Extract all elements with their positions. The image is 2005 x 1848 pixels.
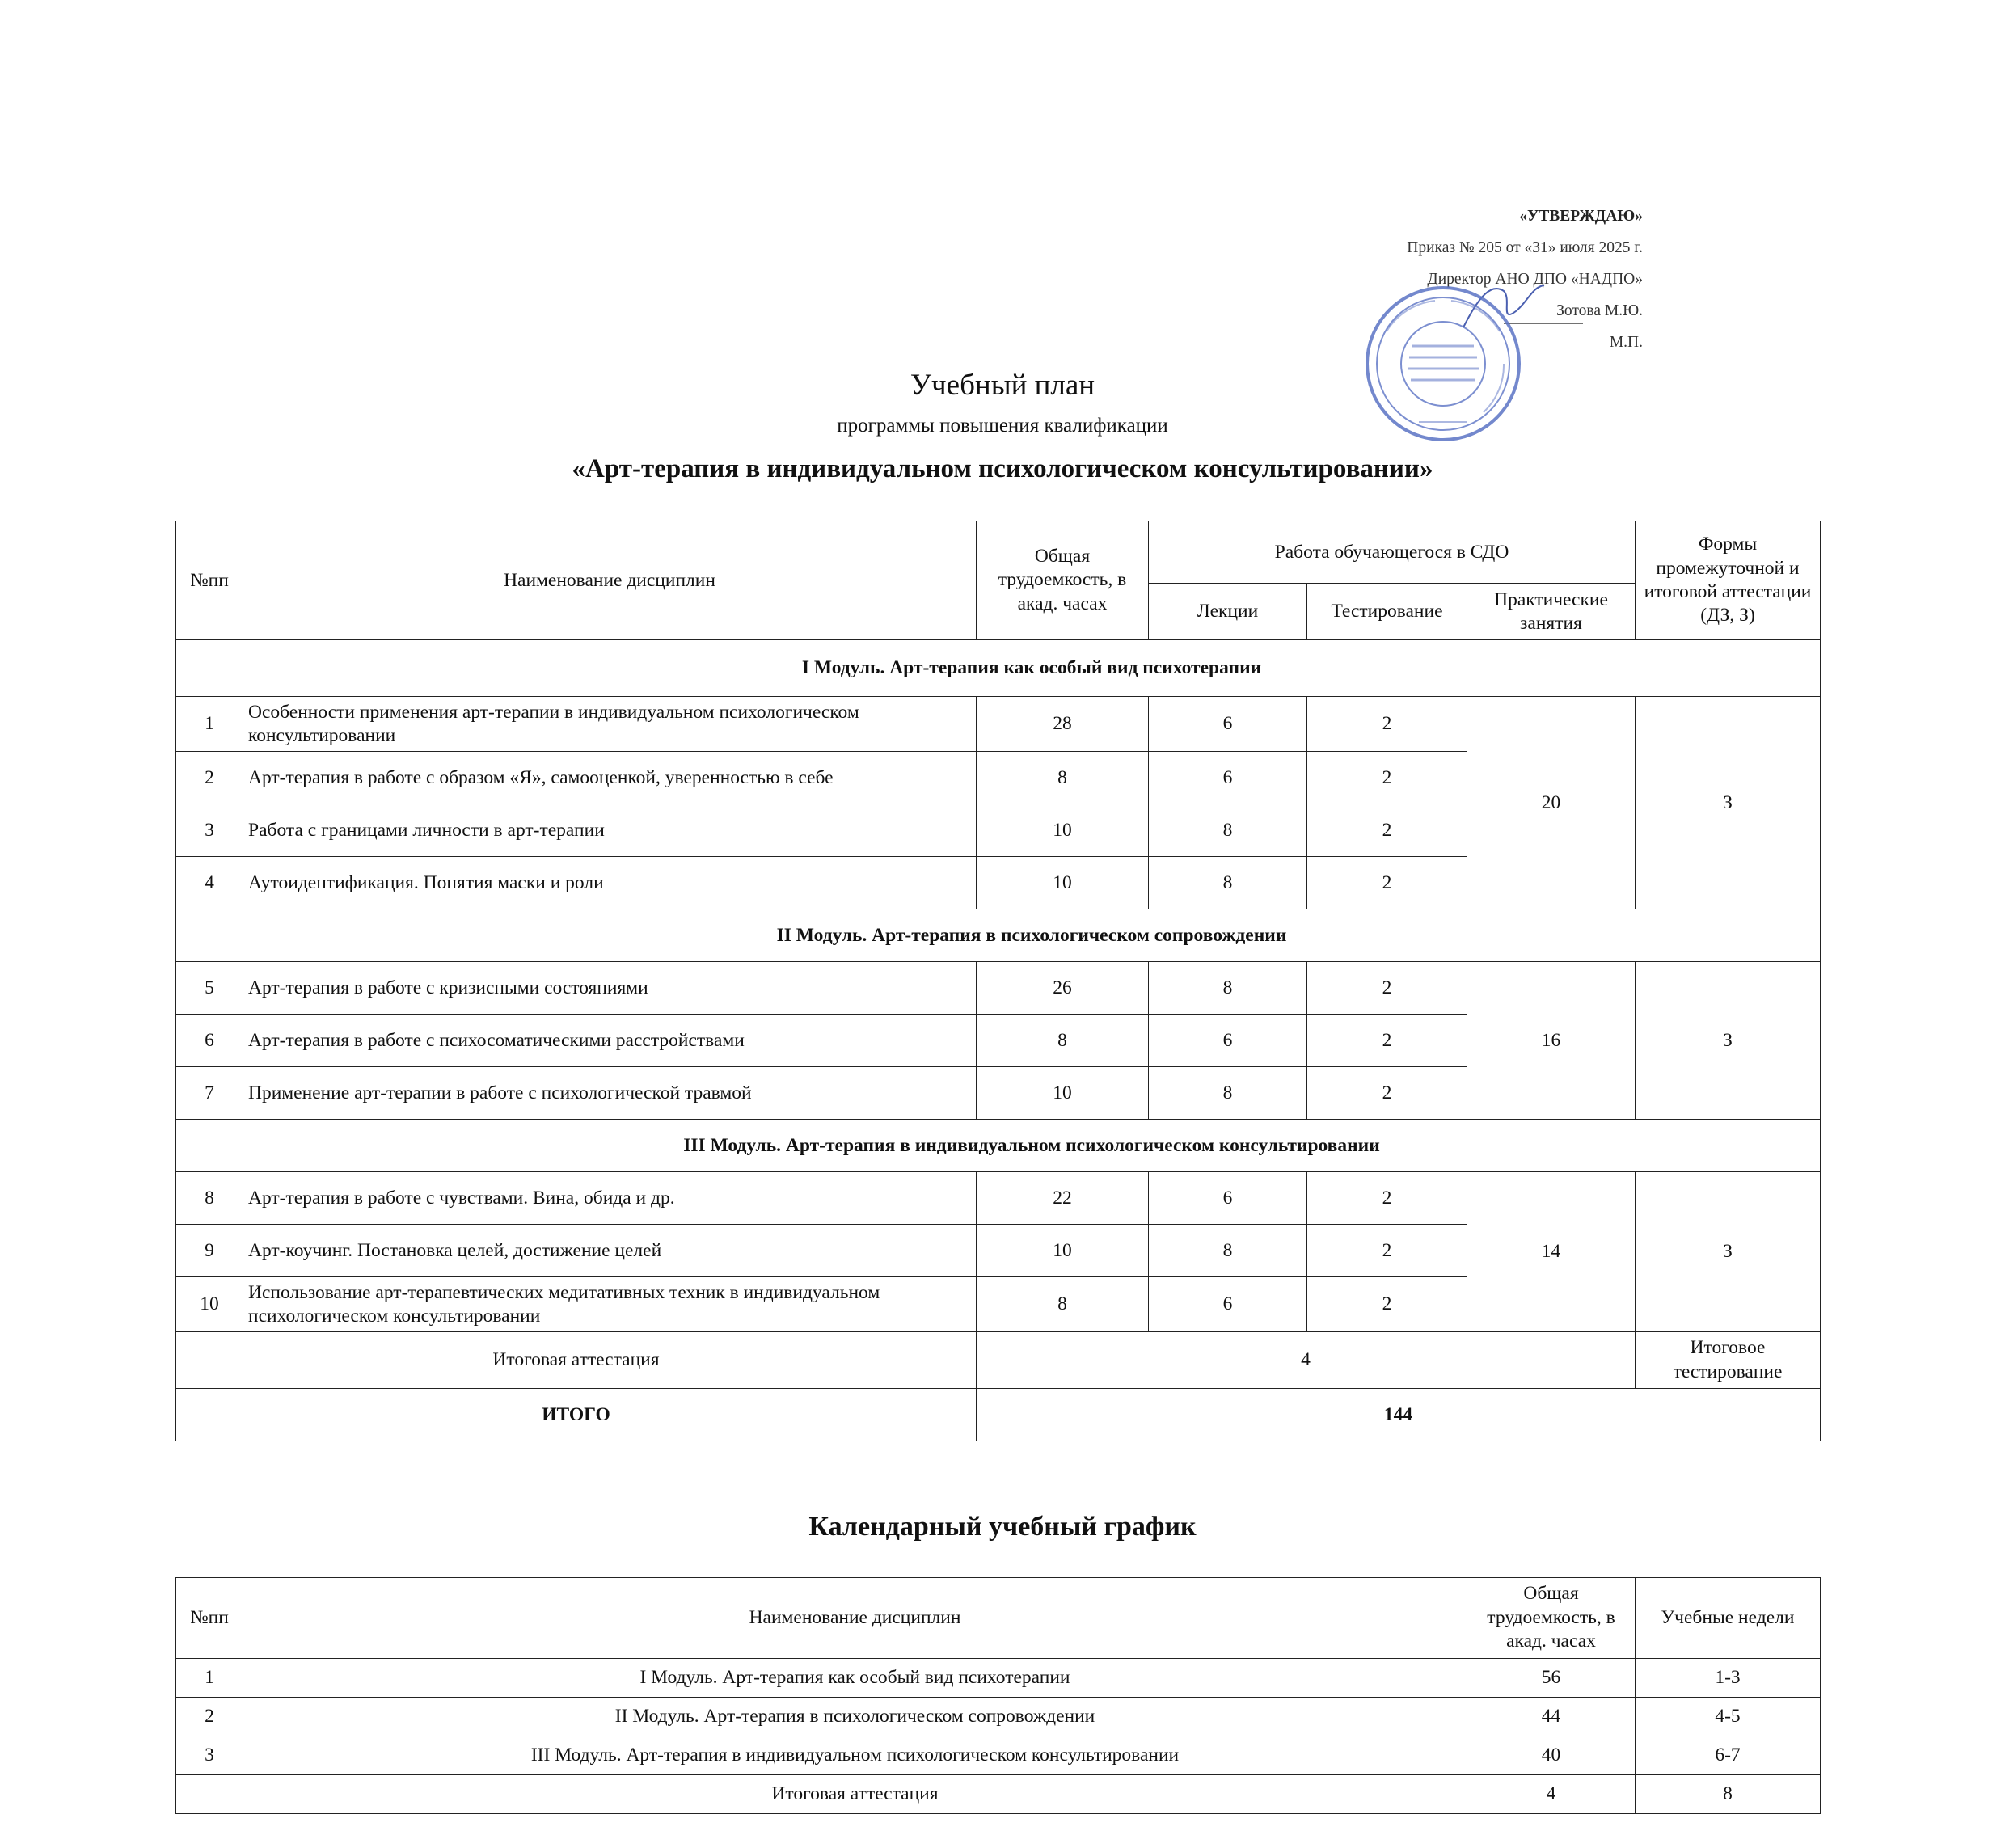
testing-hours: 2 — [1307, 752, 1467, 804]
testing-hours: 2 — [1307, 1172, 1467, 1225]
row-num: 4 — [176, 857, 243, 909]
total-hours: 8 — [977, 1015, 1149, 1067]
module-header-row — [176, 909, 1821, 962]
schedule-name: I Модуль. Арт-терапия как особый вид психотерапии — [243, 1659, 1467, 1698]
total-label: ИТОГО — [176, 1389, 977, 1441]
row-num: 3 — [176, 804, 243, 857]
total-hours: 28 — [977, 697, 1149, 752]
lecture-hours: 6 — [1149, 752, 1307, 804]
lecture-hours: 8 — [1149, 1225, 1307, 1277]
practice-hours: 20 — [1467, 697, 1636, 909]
module-title: II Модуль. Арт-терапия в психологическом сопровождении — [243, 909, 1821, 962]
testing-hours: 2 — [1307, 1277, 1467, 1332]
plan-title: Учебный план — [910, 369, 1095, 402]
plan-subtitle: программы повышения квалификации — [837, 415, 1168, 437]
schedule-row — [176, 1659, 1821, 1698]
module-header-row — [176, 640, 1821, 697]
schedule-name: III Модуль. Арт-терапия в индивидуальном психологическом консультировании — [243, 1736, 1467, 1775]
total-hours: 10 — [977, 1225, 1149, 1277]
schedule-row — [176, 1775, 1821, 1814]
approval-position: Директор АНО ДПО «НАДПО» — [1427, 271, 1643, 288]
row-num: 6 — [176, 1015, 243, 1067]
schedule-total: 40 — [1467, 1736, 1636, 1775]
schedule-weeks: 4-5 — [1636, 1698, 1821, 1736]
row-num: 2 — [176, 752, 243, 804]
lecture-hours: 6 — [1149, 1277, 1307, 1332]
table-row — [176, 697, 1821, 752]
total-row — [176, 1389, 1821, 1441]
schedule-weeks: 1-3 — [1636, 1659, 1821, 1698]
total-hours: 26 — [977, 962, 1149, 1015]
table-row — [176, 962, 1821, 1015]
row-num: 10 — [176, 1277, 243, 1332]
header-forms: Формы промежуточной и итоговой аттестации (ДЗ, З) — [1636, 521, 1821, 640]
module-empty-cell — [176, 640, 243, 697]
lecture-hours: 8 — [1149, 804, 1307, 857]
approval-heading: «УТВЕРЖДАЮ» — [1519, 208, 1643, 225]
schedule-total: 56 — [1467, 1659, 1636, 1698]
total-hours: 10 — [977, 804, 1149, 857]
discipline-name: Арт-терапия в работе с образом «Я», самооценкой, уверенностью в себе — [243, 752, 977, 804]
schedule-name: Итоговая аттестация — [243, 1775, 1467, 1814]
row-num: 1 — [176, 697, 243, 752]
testing-hours: 2 — [1307, 1067, 1467, 1120]
total-hours: 8 — [977, 752, 1149, 804]
header-work: Работа обучающегося в СДО — [1149, 521, 1636, 584]
approval-seal-mark: М.П. — [1609, 334, 1643, 351]
schedule-num: 2 — [176, 1698, 243, 1736]
testing-hours: 2 — [1307, 962, 1467, 1015]
schedule-num — [176, 1775, 243, 1814]
testing-hours: 2 — [1307, 1015, 1467, 1067]
module-title: III Модуль. Арт-терапия в индивидуальном психологическом консультировании — [243, 1120, 1821, 1172]
curriculum-table — [175, 521, 1821, 1441]
lecture-hours: 8 — [1149, 857, 1307, 909]
schedule-num: 1 — [176, 1659, 243, 1698]
testing-hours: 2 — [1307, 804, 1467, 857]
schedule-num: 3 — [176, 1736, 243, 1775]
practice-hours: 16 — [1467, 962, 1636, 1120]
schedule-weeks: 8 — [1636, 1775, 1821, 1814]
discipline-name: Особенности применения арт-терапии в индивидуальном психологическом консультировании — [243, 697, 977, 752]
header-practice: Практические занятия — [1467, 584, 1636, 640]
approval-name: Зотова М.Ю. — [1556, 302, 1643, 319]
row-num: 8 — [176, 1172, 243, 1225]
attestation-form: З — [1636, 1172, 1821, 1332]
discipline-name: Использование арт-терапевтических медитативных техник в индивидуальном психологическом консультировании — [243, 1277, 977, 1332]
schedule-weeks: 6-7 — [1636, 1736, 1821, 1775]
table-row — [176, 1172, 1821, 1225]
attestation-form: З — [1636, 697, 1821, 909]
schedule-row — [176, 1698, 1821, 1736]
testing-hours: 2 — [1307, 1225, 1467, 1277]
final-attestation-row — [176, 1332, 1821, 1389]
schedule-total: 4 — [1467, 1775, 1636, 1814]
total-hours: 8 — [977, 1277, 1149, 1332]
total-hours: 10 — [977, 1067, 1149, 1120]
practice-hours: 14 — [1467, 1172, 1636, 1332]
schedule-title: Календарный учебный график — [808, 1512, 1197, 1542]
total-hours: 10 — [977, 857, 1149, 909]
total-hours-sum: 144 — [977, 1389, 1821, 1441]
lecture-hours: 8 — [1149, 962, 1307, 1015]
header-testing: Тестирование — [1307, 584, 1467, 640]
lecture-hours: 6 — [1149, 697, 1307, 752]
testing-hours: 2 — [1307, 857, 1467, 909]
final-hours: 4 — [977, 1332, 1636, 1389]
sched-header-name: Наименование дисциплин — [243, 1578, 1467, 1659]
program-title: «Арт-терапия в индивидуальном психологическом консультировании» — [572, 454, 1433, 483]
discipline-name: Арт-коучинг. Постановка целей, достижение целей — [243, 1225, 977, 1277]
row-num: 5 — [176, 962, 243, 1015]
sched-header-num: №пп — [176, 1578, 243, 1659]
lecture-hours: 6 — [1149, 1015, 1307, 1067]
schedule-row — [176, 1736, 1821, 1775]
final-label: Итоговая аттестация — [176, 1332, 977, 1389]
module-title: I Модуль. Арт-терапия как особый вид психотерапии — [243, 640, 1821, 697]
schedule-table — [175, 1577, 1821, 1814]
header-num: №пп — [176, 521, 243, 640]
module-empty-cell — [176, 1120, 243, 1172]
attestation-form: З — [1636, 962, 1821, 1120]
module-header-row — [176, 1120, 1821, 1172]
lecture-hours: 8 — [1149, 1067, 1307, 1120]
header-total: Общая трудоемкость, в акад. часах — [977, 521, 1149, 640]
module-empty-cell — [176, 909, 243, 962]
lecture-hours: 6 — [1149, 1172, 1307, 1225]
sched-header-total: Общая трудоемкость, в акад. часах — [1467, 1578, 1636, 1659]
approval-order: Приказ № 205 от «31» июля 2025 г. — [1407, 239, 1643, 256]
final-form: Итоговое тестирование — [1636, 1332, 1821, 1389]
discipline-name: Аутоидентификация. Понятия маски и роли — [243, 857, 977, 909]
discipline-name: Арт-терапия в работе с кризисными состояниями — [243, 962, 977, 1015]
header-name: Наименование дисциплин — [243, 521, 977, 640]
discipline-name: Арт-терапия в работе с чувствами. Вина, обида и др. — [243, 1172, 977, 1225]
discipline-name: Работа с границами личности в арт-терапии — [243, 804, 977, 857]
row-num: 7 — [176, 1067, 243, 1120]
discipline-name: Арт-терапия в работе с психосоматическими расстройствами — [243, 1015, 977, 1067]
discipline-name: Применение арт-терапии в работе с психологической травмой — [243, 1067, 977, 1120]
header-lectures: Лекции — [1149, 584, 1307, 640]
testing-hours: 2 — [1307, 697, 1467, 752]
sched-header-weeks: Учебные недели — [1636, 1578, 1821, 1659]
schedule-name: II Модуль. Арт-терапия в психологическом сопровождении — [243, 1698, 1467, 1736]
schedule-total: 44 — [1467, 1698, 1636, 1736]
row-num: 9 — [176, 1225, 243, 1277]
total-hours: 22 — [977, 1172, 1149, 1225]
